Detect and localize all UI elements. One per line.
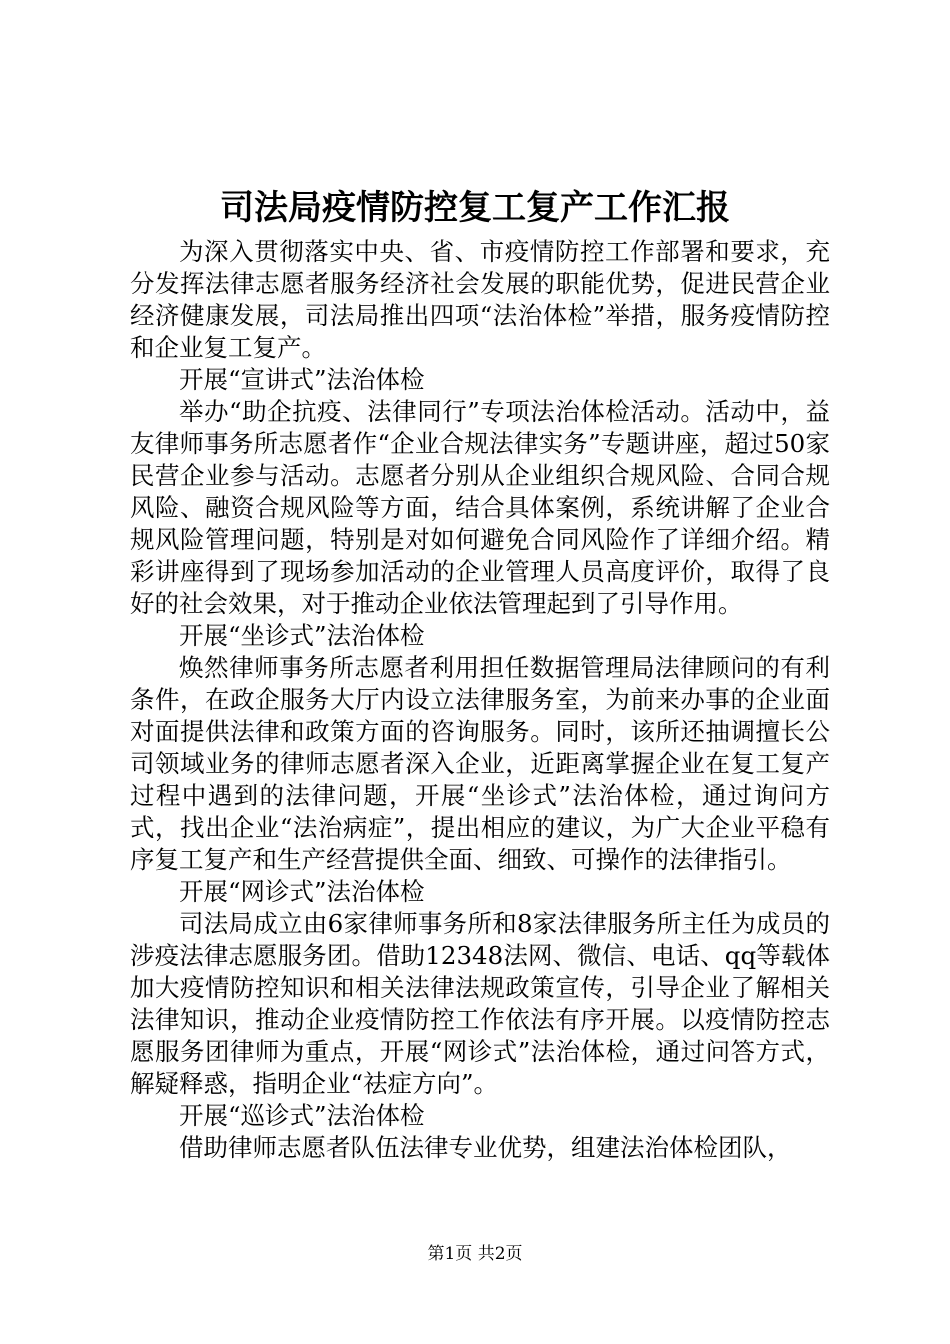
page-footer: 第1页 共2页 [427,1244,523,1264]
paragraph-intro: 为深入贯彻落实中央、省、市疫情防控工作部署和要求，充分发挥法律志愿者服务经济社会发展的职能优势，促进民营企业经济健康发展，司法局推出四项“法治体检”举措，服务疫情防控和企业复工复产。 [130,237,830,362]
document-body [130,236,830,1164]
section-heading-1: 开展“宣讲式”法治体检 [179,365,425,394]
section-heading-3: 开展“网诊式”法治体检 [179,877,425,906]
paragraph-section-1: 举办“助企抗疫、法律同行”专项法治体检活动。活动中，益友律师事务所志愿者作“企业合规法律实务”专题讲座，超过50家民营企业参与活动。志愿者分别从企业组织合规风险、合同合规风险、融资合规风险等方面，结合具体案例，系统讲解了企业合规风险管理问题，特别是对如何避免合同风险作了详细介绍。精彩讲座得到了现场参加活动的企业管理人员高度评价，取得了良好的社会效果，对于推动企业依法管理起到了引导作用。 [130,397,830,618]
section-heading-4: 开展“巡诊式”法治体检 [179,1101,425,1130]
document-title: 司法局疫情防控复工复产工作汇报 [220,188,730,228]
paragraph-section-3: 司法局成立由6家律师事务所和8家法律服务所主任为成员的涉疫法律志愿服务团。借助12348法网、微信、电话、qq等载体加大疫情防控知识和相关法律法规政策宣传，引导企业了解相关法律知识，推动企业疫情防控工作依法有序开展。以疫情防控志愿服务团律师为重点，开展“网诊式”法治体检，通过问答方式，解疑释惑，指明企业“祛症方向”。 [130,909,830,1098]
section-heading-2: 开展“坐诊式”法治体检 [179,621,425,650]
paragraph-section-4: 借助律师志愿者队伍法律专业优势，组建法治体检团队， [179,1133,792,1162]
paragraph-section-2: 焕然律师事务所志愿者利用担任数据管理局法律顾问的有利条件，在政企服务大厅内设立法律服务室，为前来办事的企业面对面提供法律和政策方面的咨询服务。同时，该所还抽调擅长公司领域业务的律师志愿者深入企业，近距离掌握企业在复工复产过程中遇到的法律问题，开展“坐诊式”法治体检，通过询问方式，找出企业“法治病症”，提出相应的建议，为广大企业平稳有序复工复产和生产经营提供全面、细致、可操作的法律指引。 [130,653,830,874]
